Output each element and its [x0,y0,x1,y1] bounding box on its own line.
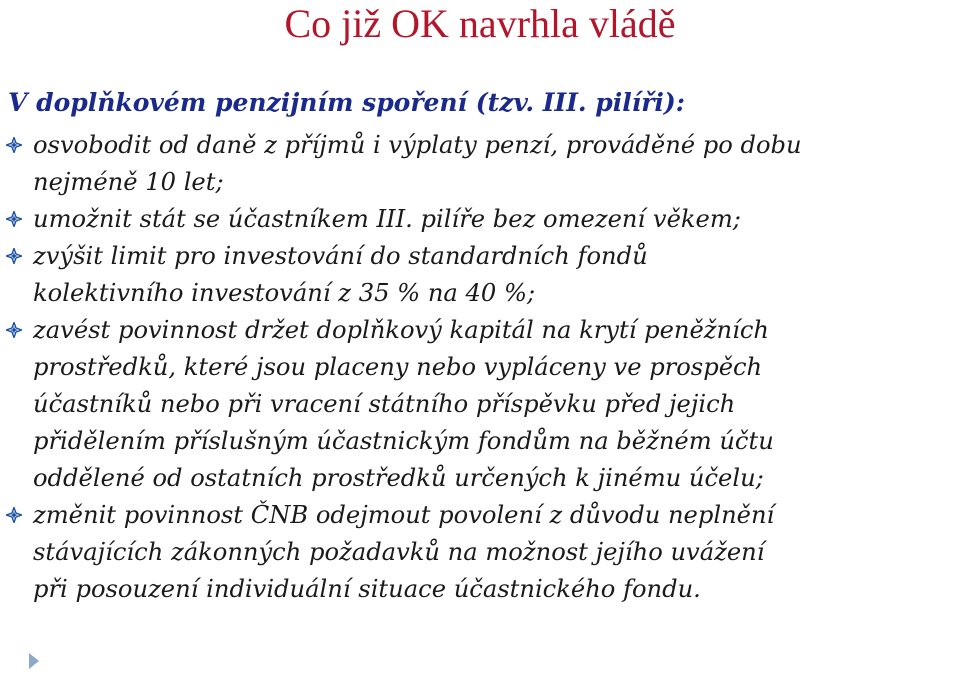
subheading-text: V doplňkovém penzijním spoření (tzv. III. pilíři) [8,88,676,117]
diamond-bullet-icon [6,211,22,227]
play-triangle-icon[interactable] [29,653,39,669]
bullet-text: osvobodit od daně z příjmů i výplaty penzí, prováděné po dobu nejméně 10 let; [33,131,802,196]
bullet-item [0,238,960,312]
bullet-list [0,127,960,608]
bullet-item [0,127,960,201]
bullet-item [0,201,960,238]
bullet-text: umožnit stát se účastníkem III. pilíře bez omezení věkem; [33,205,741,233]
slide-title: Co již OK navrhla vládě [284,1,676,46]
subheading-colon: : [675,88,685,117]
bullet-text: změnit povinnost ČNB odejmout povolení z důvodu neplnění stávajících zákonných požadavků na možnost jejího uvážení při posouzení individuální situace účastnického fondu. [33,501,775,603]
diamond-bullet-icon [6,248,22,264]
bullet-item [0,497,960,608]
diamond-bullet-icon [6,507,22,523]
bullet-text: zavést povinnost držet doplňkový kapitál na krytí peněžních prostředků, které jsou placeny nebo vypláceny ve prospěch účastníků nebo při vracení státního příspěvku před jejich přidělením příslušným účastnickým fondům na běžném účtu oddělené od ostatních prostředků určených k jinému účelu; [33,316,774,492]
diamond-bullet-icon [6,322,22,338]
bullet-text: zvýšit limit pro investování do standardních fondů kolektivního investování z 35 % na 40 %; [33,242,648,307]
bullet-item [0,312,960,497]
section-subheading [8,86,685,120]
diamond-bullet-icon [6,137,22,153]
